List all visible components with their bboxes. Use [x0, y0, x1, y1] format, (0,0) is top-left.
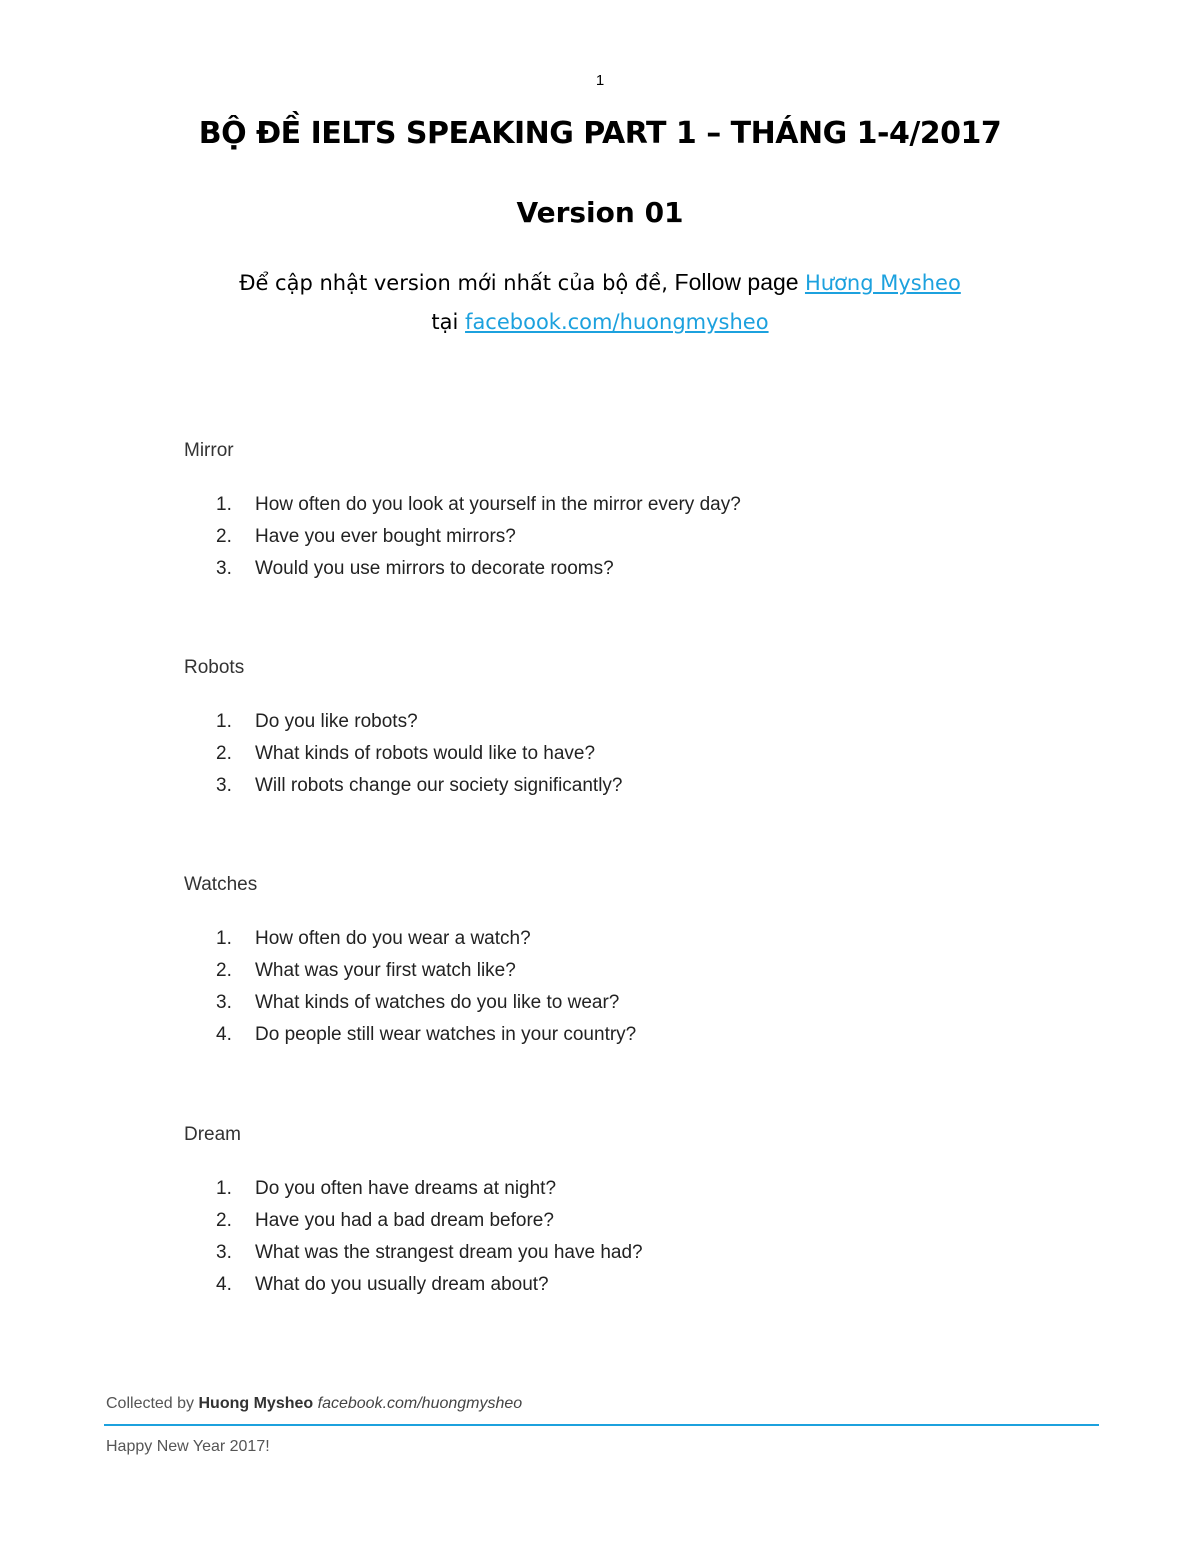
- question-number: 1.: [216, 494, 232, 515]
- question-number: 3.: [216, 992, 232, 1013]
- topic-heading: Mirror: [184, 440, 234, 461]
- question-text: Have you ever bought mirrors?: [255, 526, 516, 547]
- question-text: Will robots change our society significantly?: [255, 775, 623, 796]
- section-dream: [184, 1123, 1084, 1301]
- page-number: 1: [595, 72, 605, 89]
- question-text: What was the strangest dream you have had?: [255, 1242, 643, 1263]
- collector-name: Huong Mysheo: [198, 1395, 314, 1412]
- footer-collected: [106, 1395, 522, 1413]
- list-item: [184, 489, 1084, 521]
- question-text: What was your first watch like?: [255, 960, 516, 981]
- list-item: [184, 1019, 1084, 1051]
- question-list: [184, 923, 1084, 1051]
- question-text: What kinds of watches do you like to wear?: [255, 992, 620, 1013]
- question-text: Do you often have dreams at night?: [255, 1178, 557, 1199]
- question-number: 2.: [216, 960, 232, 981]
- question-number: 2.: [216, 526, 232, 547]
- question-number: 2.: [216, 743, 232, 764]
- list-item: [184, 553, 1084, 585]
- version-label: Version 01: [516, 196, 684, 229]
- collected-prefix: Collected by: [106, 1395, 199, 1412]
- question-number: 2.: [216, 1210, 232, 1231]
- list-item: [184, 1237, 1084, 1269]
- list-item: [184, 1173, 1084, 1205]
- list-item: [184, 770, 1084, 802]
- topic-heading: Watches: [184, 874, 258, 895]
- list-item: [184, 955, 1084, 987]
- list-item: [184, 1205, 1084, 1237]
- question-number: 4.: [216, 1274, 232, 1295]
- follow-separator: ,: [661, 271, 675, 295]
- follow-line-2: [0, 309, 1200, 335]
- topic-heading: Robots: [184, 657, 245, 678]
- question-text: Do you like robots?: [255, 711, 418, 732]
- section-robots: [184, 656, 1084, 802]
- facebook-link[interactable]: facebook.com/huongmysheo: [465, 310, 769, 334]
- question-number: 3.: [216, 775, 232, 796]
- follow-prefix: tại: [431, 310, 466, 334]
- section-mirror: [184, 439, 1084, 585]
- question-text: Have you had a bad dream before?: [255, 1210, 554, 1231]
- question-list: [184, 706, 1084, 802]
- page-link[interactable]: Hương Mysheo: [804, 271, 961, 295]
- question-list: [184, 489, 1084, 585]
- list-item: [184, 923, 1084, 955]
- question-text: Do people still wear watches in your country?: [255, 1024, 637, 1045]
- list-item: [184, 738, 1084, 770]
- list-item: [184, 1269, 1084, 1301]
- question-number: 1.: [216, 711, 232, 732]
- question-number: 3.: [216, 558, 232, 579]
- collector-link[interactable]: facebook.com/huongmysheo: [317, 1395, 523, 1412]
- footer-divider: [104, 1424, 1099, 1426]
- follow-text-vn: Để cập nhật version mới nhất của bộ đề: [239, 271, 662, 295]
- page-title: BỘ ĐỀ IELTS SPEAKING PART 1 – THÁNG 1-4/2017: [198, 116, 1002, 151]
- question-list: [184, 1173, 1084, 1301]
- question-number: 3.: [216, 1242, 232, 1263]
- question-number: 1.: [216, 1178, 232, 1199]
- follow-line-1: [0, 269, 1200, 296]
- topic-heading: Dream: [184, 1124, 242, 1145]
- list-item: [184, 706, 1084, 738]
- list-item: [184, 521, 1084, 553]
- question-number: 1.: [216, 928, 232, 949]
- follow-text-en: Follow page: [674, 269, 805, 295]
- question-text: What kinds of robots would like to have?: [255, 743, 596, 764]
- question-text: Would you use mirrors to decorate rooms?: [255, 558, 614, 579]
- footer-greeting: Happy New Year 2017!: [106, 1438, 270, 1455]
- section-watches: [184, 873, 1084, 1051]
- question-text: How often do you look at yourself in the mirror every day?: [255, 494, 741, 515]
- list-item: [184, 987, 1084, 1019]
- question-number: 4.: [216, 1024, 232, 1045]
- question-text: What do you usually dream about?: [255, 1274, 549, 1295]
- question-text: How often do you wear a watch?: [255, 928, 531, 949]
